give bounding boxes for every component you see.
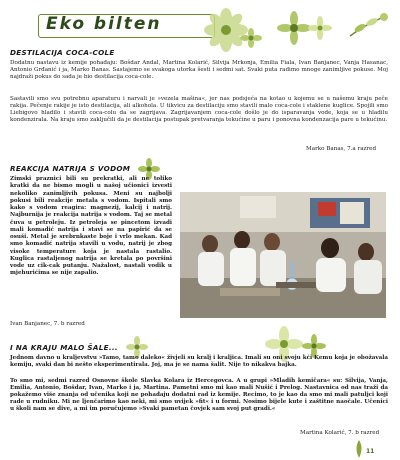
article-heading-destilacija: DESTILACIJA COCA-COLE xyxy=(10,48,115,57)
article1-paragraph-2: Sastavili smo svu potrebnu aparaturu i narvali je »vezela mašina«, jer nas podsjeća na kotao u kojemu se u našemu kraju peče rakija. Pečenje rakije je isto destilacija, ali alkohola. U tikvicu za destilaciju smo stavili malo coca-cole i staklene kuglice. Spojili smo Liebigovo hladilo i stavili coca-colu da se zagrijava. Zagrijavanjem coca-cole došlo je do isparavanja vode, koja se u hladilu kondenzirala. Na kraju smo zaključili da je destilacija postupak pretvaranja tekućine u paru i ponovna kondenzacija pare u tekućinu. xyxy=(10,96,388,123)
article-heading-sala: I NA KRAJU MALO ŠALE... xyxy=(10,343,118,352)
page-title: Eko bilten xyxy=(46,14,162,34)
article3-paragraph-2: To smo mi, sedmi razred Osnovne škole Slavka Kolara iz Hercegovca. A u grupi »Mladih kemičara« su: Silvija, Vanja, Emilia, Antonio, Bošdar, Ivan, Marko i ja, Martina. Pametni smo mi kao mali Nušić i Prelog. Nastavnica od nas traži da pokažemo više znanja od učenika koji ne pohađaju dodatni rad iz kemije. Recimo, to je kao da smo mi mali patuljci koji rade u rudniku. Mi ne ljenčarimo kao neki, mi smo uvijek »fit« i u formi. Nosimo bijele kute i zaštitne naočale. Učenici u školi nam se dive, a mi im poručujemo »Svaki pametan čovjek sam svoj put gradi.« xyxy=(10,378,388,412)
article1-signature: Marko Banas, 7.a razred xyxy=(306,146,377,152)
page-number: 11 xyxy=(366,448,375,455)
article3-signature: Martina Kolarić, 7. b razred xyxy=(300,430,380,436)
leaf-branch-icon xyxy=(346,10,390,40)
article2-signature: Ivan Banjanec, 7. b razred xyxy=(10,321,85,327)
article1-paragraph-1: Dodatnu nastavu iz kemije pohađaju: Bošdar Andal, Martina Kolarić, Silvija Mrkonja, Emilia Fiala, Ivan Banjanec, Vanja Hasanac, Antonio Grđanić i ja, Marko Banas. Sastajemo se svakoga utorka šesti i sedmi sat. Svaki puta radimo mnoge zanimljive pokuse. Moj najdraži pokus do sada je bio destilacija coca-cole. xyxy=(10,60,388,80)
flower-cluster-icon xyxy=(276,10,334,46)
article-heading-natrij: REAKCIJA NATRIJA S VODOM xyxy=(10,164,131,173)
article3-paragraph-1: Jednom davno u kraljevstvu »Tamo, tamo daleko« živjeli su kralj i kraljica. Imali su oni svoju kći Kemu koja je obožavala kemiju, svaki dan bi nešto eksperimentirala. Joj, ma je se nama šalit. Nije to nikakva bajka. xyxy=(10,355,388,368)
small-flower-icon xyxy=(238,28,264,48)
classroom-photo xyxy=(180,192,386,318)
footer-leaf-icon xyxy=(352,440,366,458)
header xyxy=(0,0,400,48)
article2-paragraph: Zimski praznici bili su prekratki, ali ne toliko kratki da ne bismo mogli u našoj učionici izvesti nekoliko zanimljivih pokusa. Meni su najbolji pokusi bili reakcije metala s vodom. Ispitali smo kako s vodom reagira: magnezij, kalcij i natrij. Najburnija je reakcija natrija s vodom. Taj se metal čuva u petroleju. Iz petroleja se pincetom izvadi mali komadić natrija i stavi se na papirić da se osuši. Metal je srebrnkaste boje i vrlo mekan. Kad smo komadić natrija stavili u vodu, natrij je zbog visoke temperature koja je nastala rastalio. Kuglica rastaljenog natrija se kretala po površini vode uz cik-cak putanju. Nažalost, nastali vodik u mjehurićima se nije zapalio. xyxy=(10,176,172,277)
